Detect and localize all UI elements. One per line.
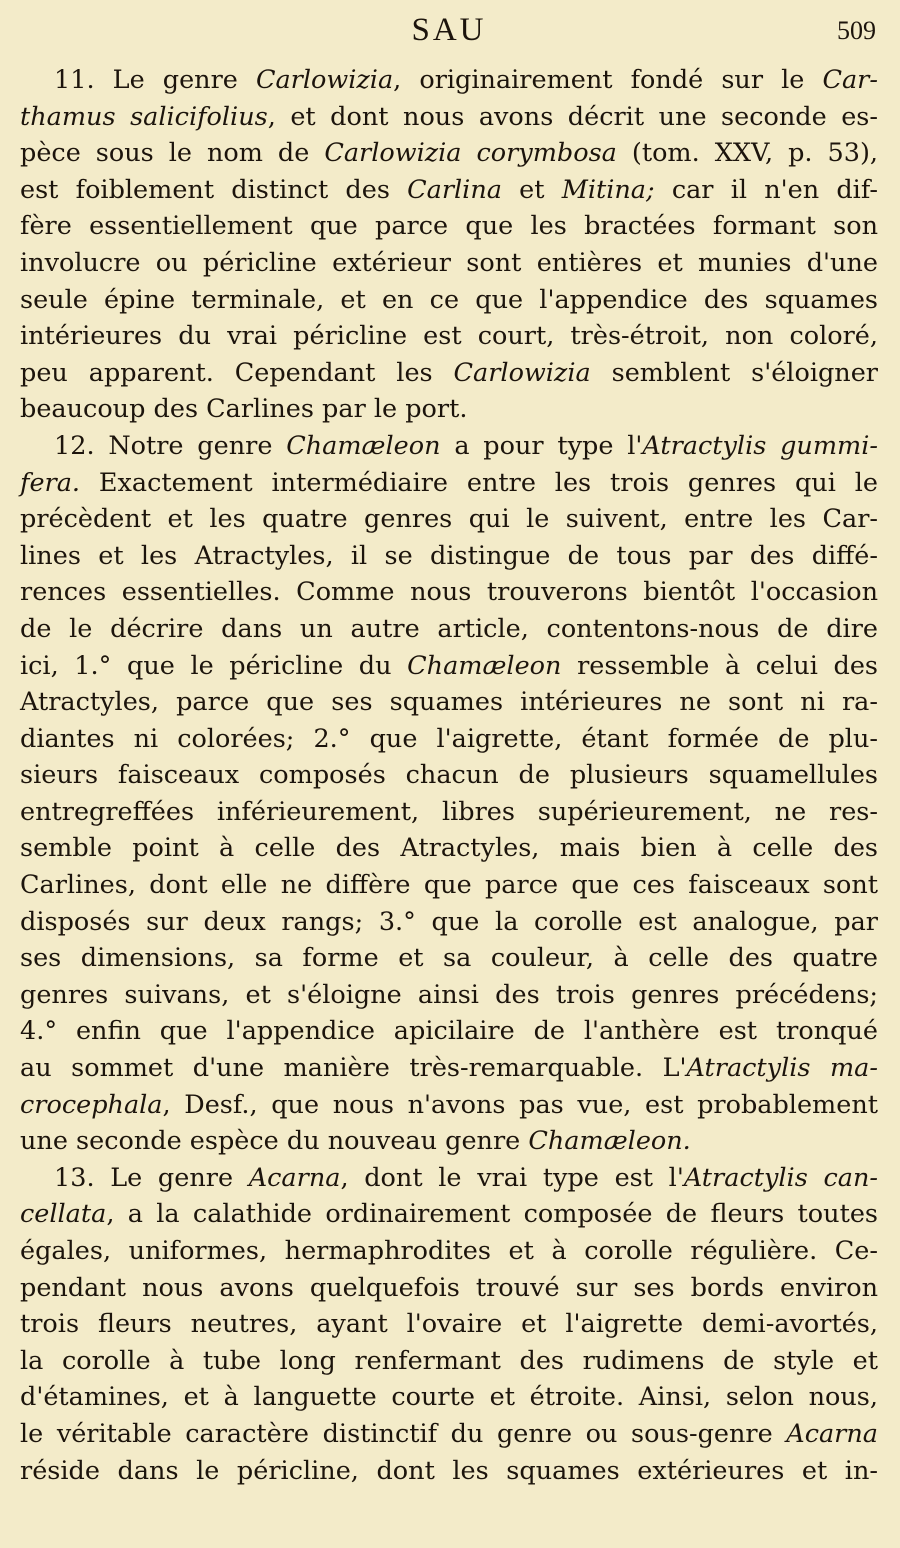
text-run: , Desf., que nous n'avons pas vue, est probablement	[162, 1089, 878, 1120]
text-run: et	[501, 174, 562, 205]
text-line	[20, 1416, 878, 1453]
body-text	[20, 62, 878, 1489]
text-run: entregreffées inférieurement, libres supérieurement, ne res-	[20, 796, 878, 827]
text-line	[20, 1087, 878, 1124]
text-line	[20, 208, 878, 245]
text-run: , dont le vrai type est l'	[340, 1162, 684, 1193]
text-line	[20, 282, 878, 319]
text-line	[20, 135, 878, 172]
italic-run: Atractylis can-	[683, 1162, 878, 1193]
text-line	[20, 99, 878, 136]
text-line	[20, 1233, 878, 1270]
text-run: sieurs faisceaux composés chacun de plusieurs squamellules	[20, 760, 878, 791]
text-run: , et dont nous avons décrit une seconde es-	[267, 101, 878, 132]
text-line	[20, 830, 878, 867]
text-line	[20, 538, 878, 575]
text-run: égales, uniformes, hermaphrodites et à corolle régulière. Ce-	[20, 1236, 878, 1266]
text-line	[20, 574, 878, 611]
italic-run: cellata	[20, 1199, 107, 1230]
text-line	[20, 1013, 878, 1050]
text-run: intérieures du vrai péricline est court, très-étroit, non coloré,	[20, 321, 878, 352]
text-run: (tom. XXV, p. 53),	[616, 138, 878, 169]
page-header	[20, 6, 878, 62]
text-run: pendant nous avons quelquefois trouvé sur ses bords environ	[20, 1272, 878, 1303]
text-run: 4.° enfin que l'appendice apicilaire de l'anthère est tronqué	[20, 1016, 878, 1047]
text-run: , originairement fondé sur le	[393, 65, 823, 95]
text-run: a pour type l'	[440, 430, 643, 461]
italic-run: Acarna	[786, 1418, 878, 1449]
text-line	[20, 757, 878, 794]
text-line	[20, 1379, 878, 1416]
italic-run: crocephala	[20, 1089, 163, 1120]
text-run: 13. Le genre	[54, 1162, 249, 1193]
italic-run: Chamæleon.	[528, 1126, 691, 1157]
italic-run: Chamæleon	[407, 650, 562, 681]
text-line	[20, 245, 878, 282]
italic-run: Atractylis ma-	[686, 1053, 878, 1084]
text-line	[20, 1453, 878, 1490]
text-run: d'étamines, et à languette courte et étroite. Ainsi, selon nous,	[20, 1382, 878, 1413]
text-run: au sommet d'une manière très-remarquable. L'	[20, 1053, 687, 1084]
text-run: car il n'en dif-	[654, 174, 878, 205]
text-line	[20, 794, 878, 831]
italic-run: Carlowizia corymbosa	[324, 138, 617, 169]
italic-run: Atractylis gummi-	[642, 430, 878, 461]
text-run: Exactement intermédiaire entre les trois genres qui le	[80, 467, 878, 498]
text-line	[20, 977, 878, 1014]
text-run: précèdent et les quatre genres qui le suivent, entre les Car-	[20, 504, 878, 535]
text-run: lines et les Atractyles, il se distingue de tous par des diffé-	[20, 540, 878, 571]
text-run: trois fleurs neutres, ayant l'ovaire et l'aigrette demi-avortés,	[20, 1309, 878, 1340]
text-run: fère essentiellement que parce que les bractées formant son	[20, 211, 878, 242]
text-run: genres suivans, et s'éloigne ainsi des trois genres précédens;	[20, 979, 878, 1010]
text-line	[20, 62, 878, 99]
text-line	[20, 904, 878, 941]
text-run: réside dans le péricline, dont les squames extérieures et in-	[20, 1455, 878, 1486]
text-run: , a la calathide ordinairement composée de fleurs toutes	[106, 1199, 878, 1230]
text-line	[20, 355, 878, 392]
text-run: pèce sous le nom de	[20, 138, 325, 169]
text-run: une seconde espèce du nouveau genre	[20, 1126, 529, 1157]
text-line	[20, 611, 878, 648]
text-line	[20, 501, 878, 538]
text-line	[20, 391, 878, 428]
italic-run: Car-	[822, 65, 878, 95]
text-run: peu apparent. Cependant les	[20, 357, 454, 388]
italic-run: Carlina	[407, 174, 502, 205]
text-line	[20, 172, 878, 209]
text-line	[20, 465, 878, 502]
text-line	[20, 1343, 878, 1380]
text-run: la corolle à tube long renfermant des rudimens de style et	[20, 1345, 878, 1376]
text-run: de le décrire dans un autre article, contentons-nous de dire	[20, 613, 878, 644]
text-line	[20, 1306, 878, 1343]
italic-run: Carlowizia	[255, 65, 394, 95]
italic-run: Acarna	[248, 1162, 341, 1193]
text-run: est foiblement distinct des	[20, 174, 408, 205]
text-run: ses dimensions, sa forme et sa couleur, à celle des quatre	[20, 943, 878, 974]
text-run: semblent s'éloigner	[590, 357, 878, 388]
italic-run: fera.	[20, 467, 81, 498]
text-run: Carlines, dont elle ne diffère que parce que ces faisceaux sont	[20, 870, 878, 901]
text-run: Atractyles, parce que ses squames intérieures ne sont ni ra-	[20, 687, 878, 718]
text-line	[20, 721, 878, 758]
text-line	[20, 648, 878, 685]
page-number: 509	[837, 16, 876, 45]
text-run: ressemble à celui des	[561, 650, 878, 681]
text-line	[20, 684, 878, 721]
text-line	[20, 1123, 878, 1160]
text-run: 12. Notre genre	[54, 430, 287, 461]
text-run: involucre ou péricline extérieur sont entières et munies d'une	[20, 247, 878, 278]
text-line	[20, 318, 878, 355]
italic-run: Mitina;	[561, 174, 655, 205]
text-run: ici, 1.° que le péricline du	[20, 650, 408, 681]
italic-run: Chamæleon	[286, 430, 441, 461]
italic-run: thamus salicifolius	[20, 101, 268, 132]
italic-run: Carlowizia	[453, 357, 591, 388]
text-run: 11. Le genre	[54, 65, 256, 95]
text-run: semble point à celle des Atractyles, mais bien à celle des	[20, 833, 878, 864]
text-line	[20, 867, 878, 904]
text-run: diantes ni colorées; 2.° que l'aigrette, étant formée de plu-	[20, 723, 878, 754]
text-run: disposés sur deux rangs; 3.° que la corolle est analogue, par	[20, 906, 878, 937]
text-line	[20, 1160, 878, 1197]
running-head: SAU	[411, 12, 487, 48]
text-run: le véritable caractère distinctif du genre ou sous-genre	[20, 1418, 787, 1449]
text-line	[20, 1270, 878, 1307]
text-line	[20, 940, 878, 977]
text-line	[20, 1196, 878, 1233]
text-run: seule épine terminale, et en ce que l'appendice des squames	[20, 284, 878, 315]
text-line	[20, 428, 878, 465]
text-run: rences essentielles. Comme nous trouverons bientôt l'occasion	[20, 577, 878, 608]
text-line	[20, 1050, 878, 1087]
text-run: beaucoup des Carlines par le port.	[20, 394, 468, 425]
